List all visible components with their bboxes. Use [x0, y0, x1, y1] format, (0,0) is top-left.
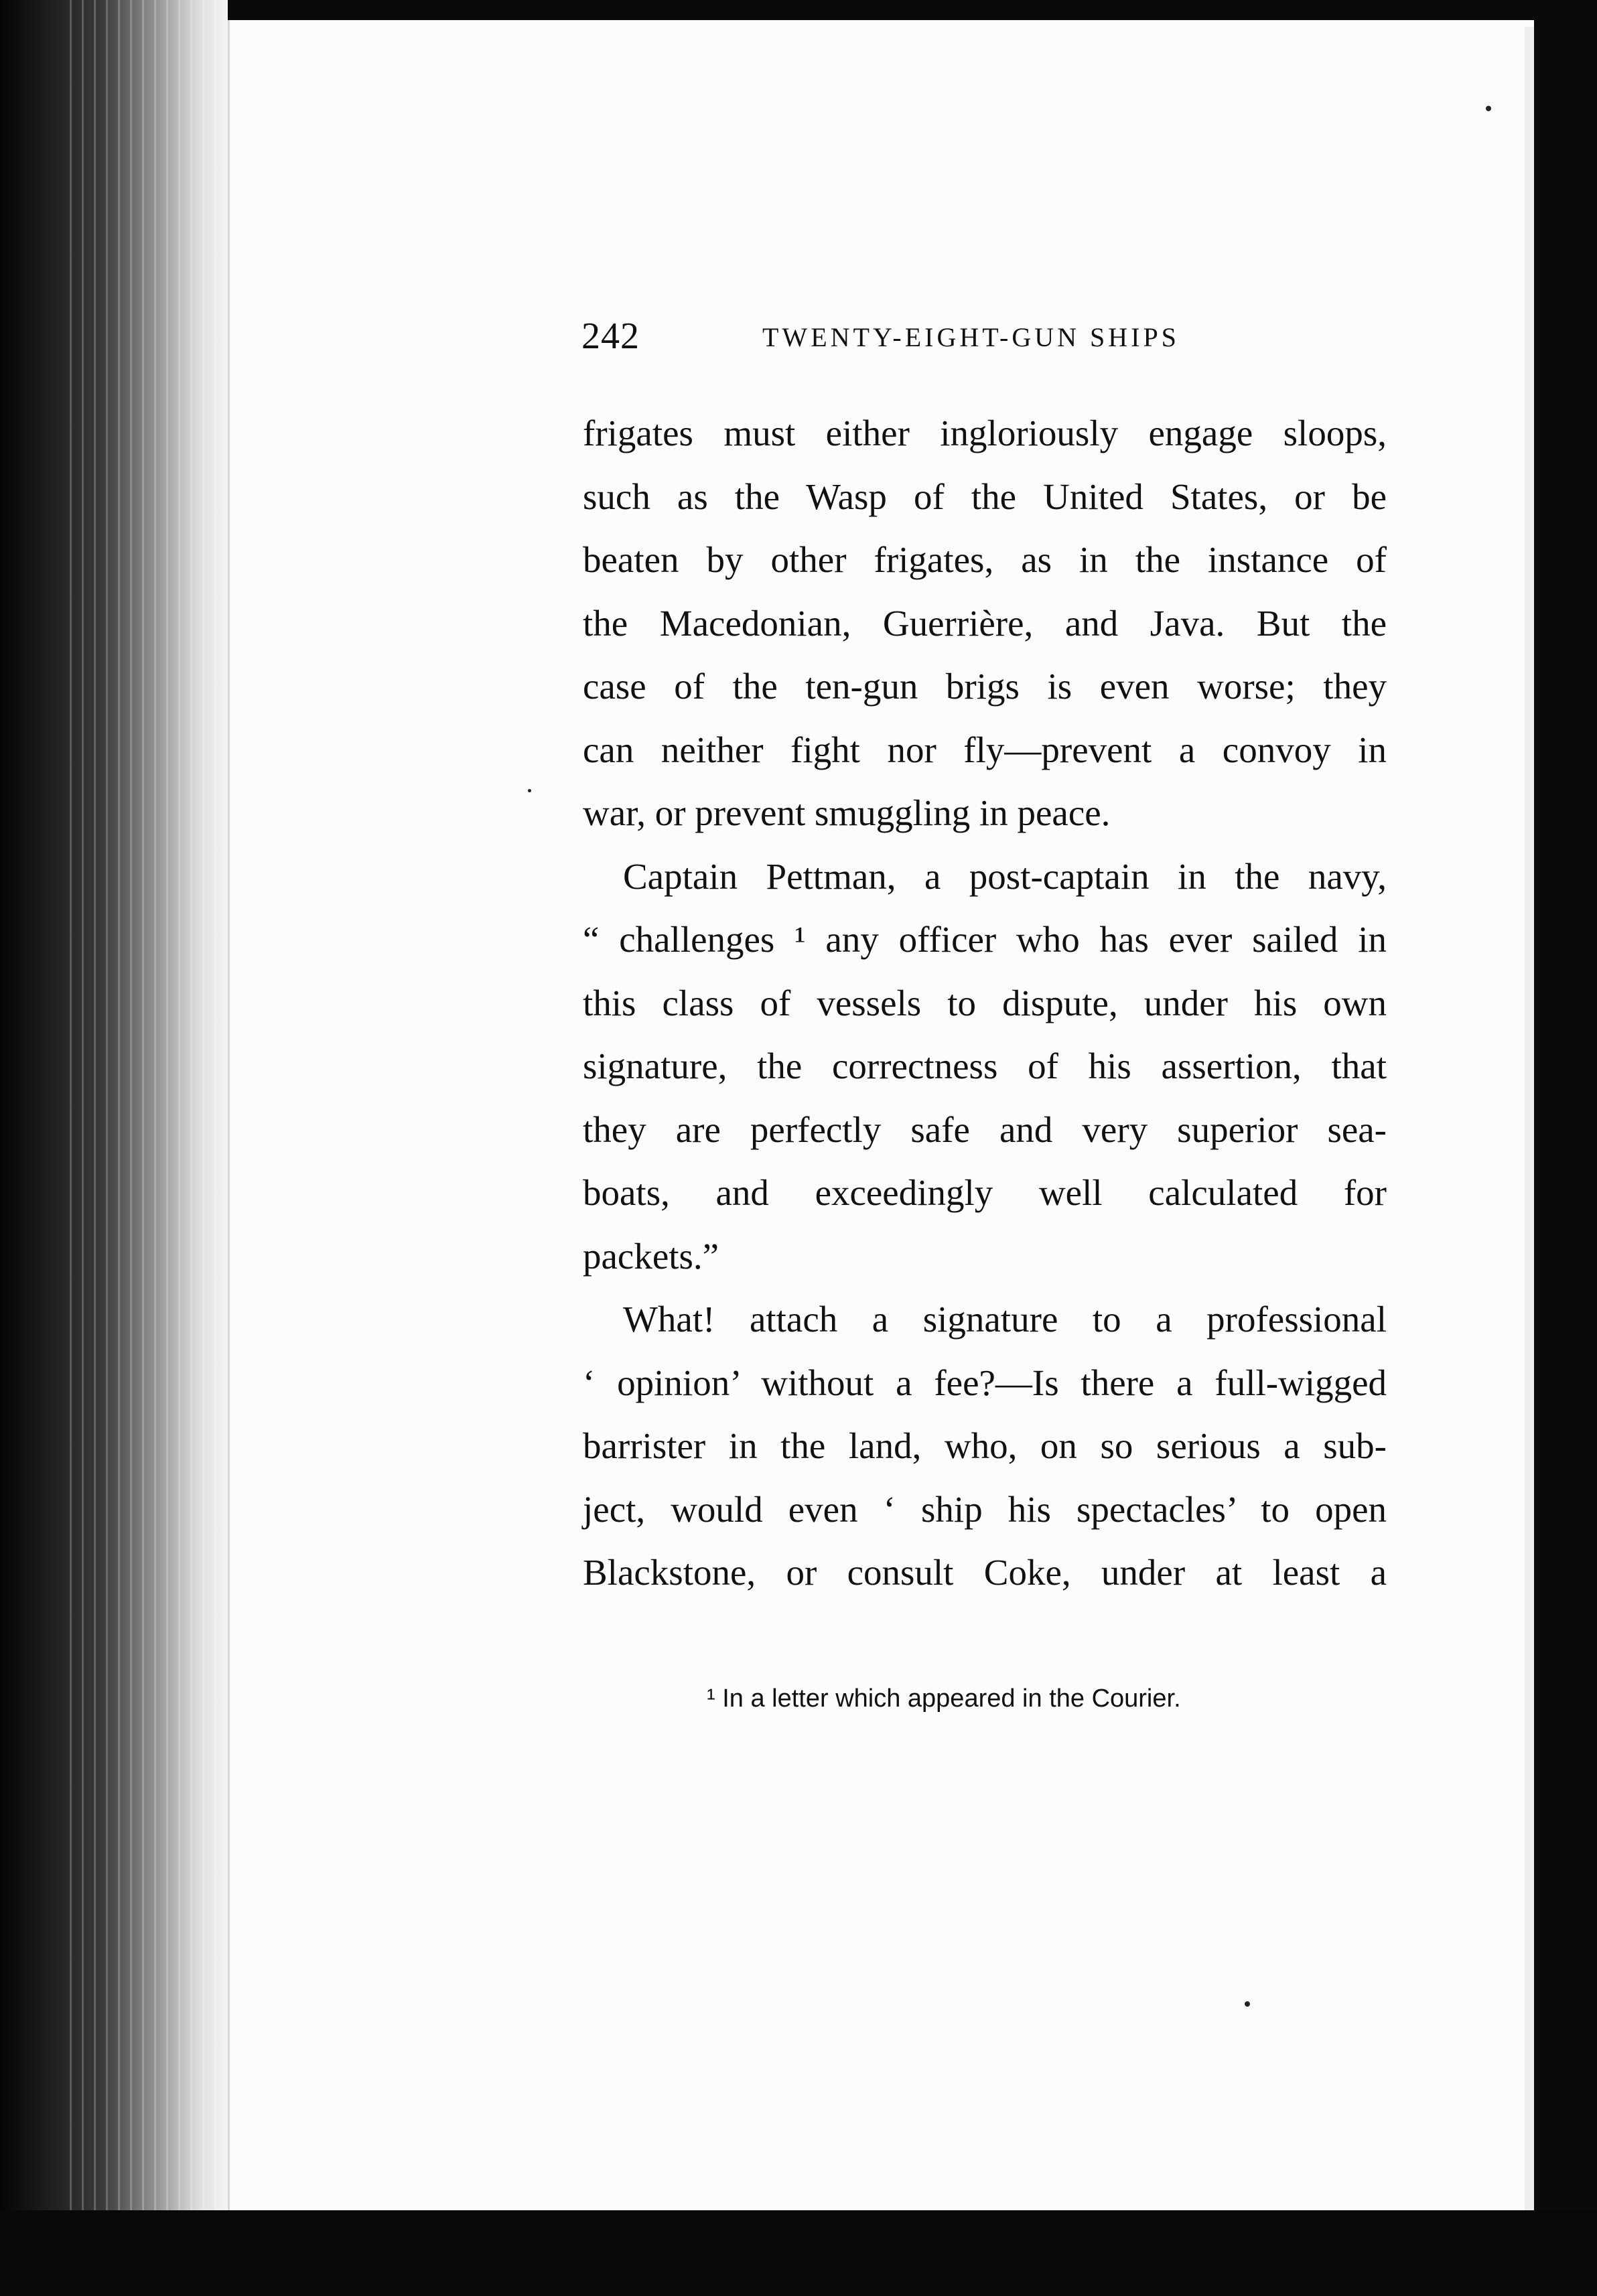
paragraph-2-line-4: signature, the correctness of his assertion, that	[583, 1046, 1387, 1086]
paragraph-2-line-7: packets.”	[583, 1235, 719, 1277]
paragraph-3-line-5: Blackstone, or consult Coke, under at least a	[583, 1552, 1387, 1593]
paragraph-2-line-5: they are perfectly safe and very superior sea-	[583, 1108, 1387, 1150]
paragraph-1-line-2: such as the Wasp of the United States, or be	[583, 476, 1387, 517]
scan-border-right	[1534, 0, 1597, 2296]
paragraph-1-line-6: can neither fight nor fly—prevent a convoy in	[583, 729, 1387, 770]
page-stack-edges	[60, 0, 221, 2296]
running-head: TWENTY-EIGHT-GUN SHIPS	[762, 322, 1180, 352]
paragraph-1-line-5: case of the ten-gun brigs is even worse; they	[583, 666, 1387, 707]
scan-speck	[528, 789, 531, 792]
paragraph-1-line-3: beaten by other frigates, as in the instance of	[583, 539, 1387, 580]
paragraph-3-line-2: ‘ opinion’ without a fee?—Is there a full-wigged	[583, 1362, 1387, 1403]
footnote-marker: ¹	[707, 1684, 715, 1713]
paragraph-1-line-4: the Macedonian, Guerrière, and Java. But the	[583, 602, 1387, 644]
scan-border-bottom	[0, 2210, 1597, 2296]
paragraph-2-line-1: Captain Pettman, a post-captain in the navy,	[623, 855, 1387, 897]
paragraph-1-line-1: frigates must either ingloriously engage sloops,	[583, 413, 1387, 453]
paragraph-2-line-2: “ challenges ¹ any officer who has ever sailed in	[583, 919, 1387, 960]
paragraph-2-line-3: this class of vessels to dispute, under his own	[583, 982, 1387, 1023]
scan-speck	[1486, 106, 1491, 111]
footnote-text: In a letter which appeared in the Courier.	[722, 1684, 1181, 1713]
page-number: 242	[581, 315, 640, 357]
paragraph-1-line-7: war, or prevent smuggling in peace.	[583, 792, 1111, 833]
paragraph-3-line-4: ject, would even ‘ ship his spectacles’ to open	[583, 1488, 1387, 1530]
body-text	[583, 402, 1387, 1605]
scan-border-top	[228, 0, 1597, 23]
paragraph-3-line-3: barrister in the land, who, on so serious a sub-	[583, 1425, 1387, 1466]
paragraph-3-line-1: What! attach a signature to a professional	[623, 1299, 1387, 1340]
paragraph-2-line-6: boats, and exceedingly well calculated for	[583, 1172, 1387, 1213]
page-header	[581, 315, 1385, 362]
scan-speck	[1245, 2001, 1250, 2007]
footnote	[707, 1684, 1377, 1713]
